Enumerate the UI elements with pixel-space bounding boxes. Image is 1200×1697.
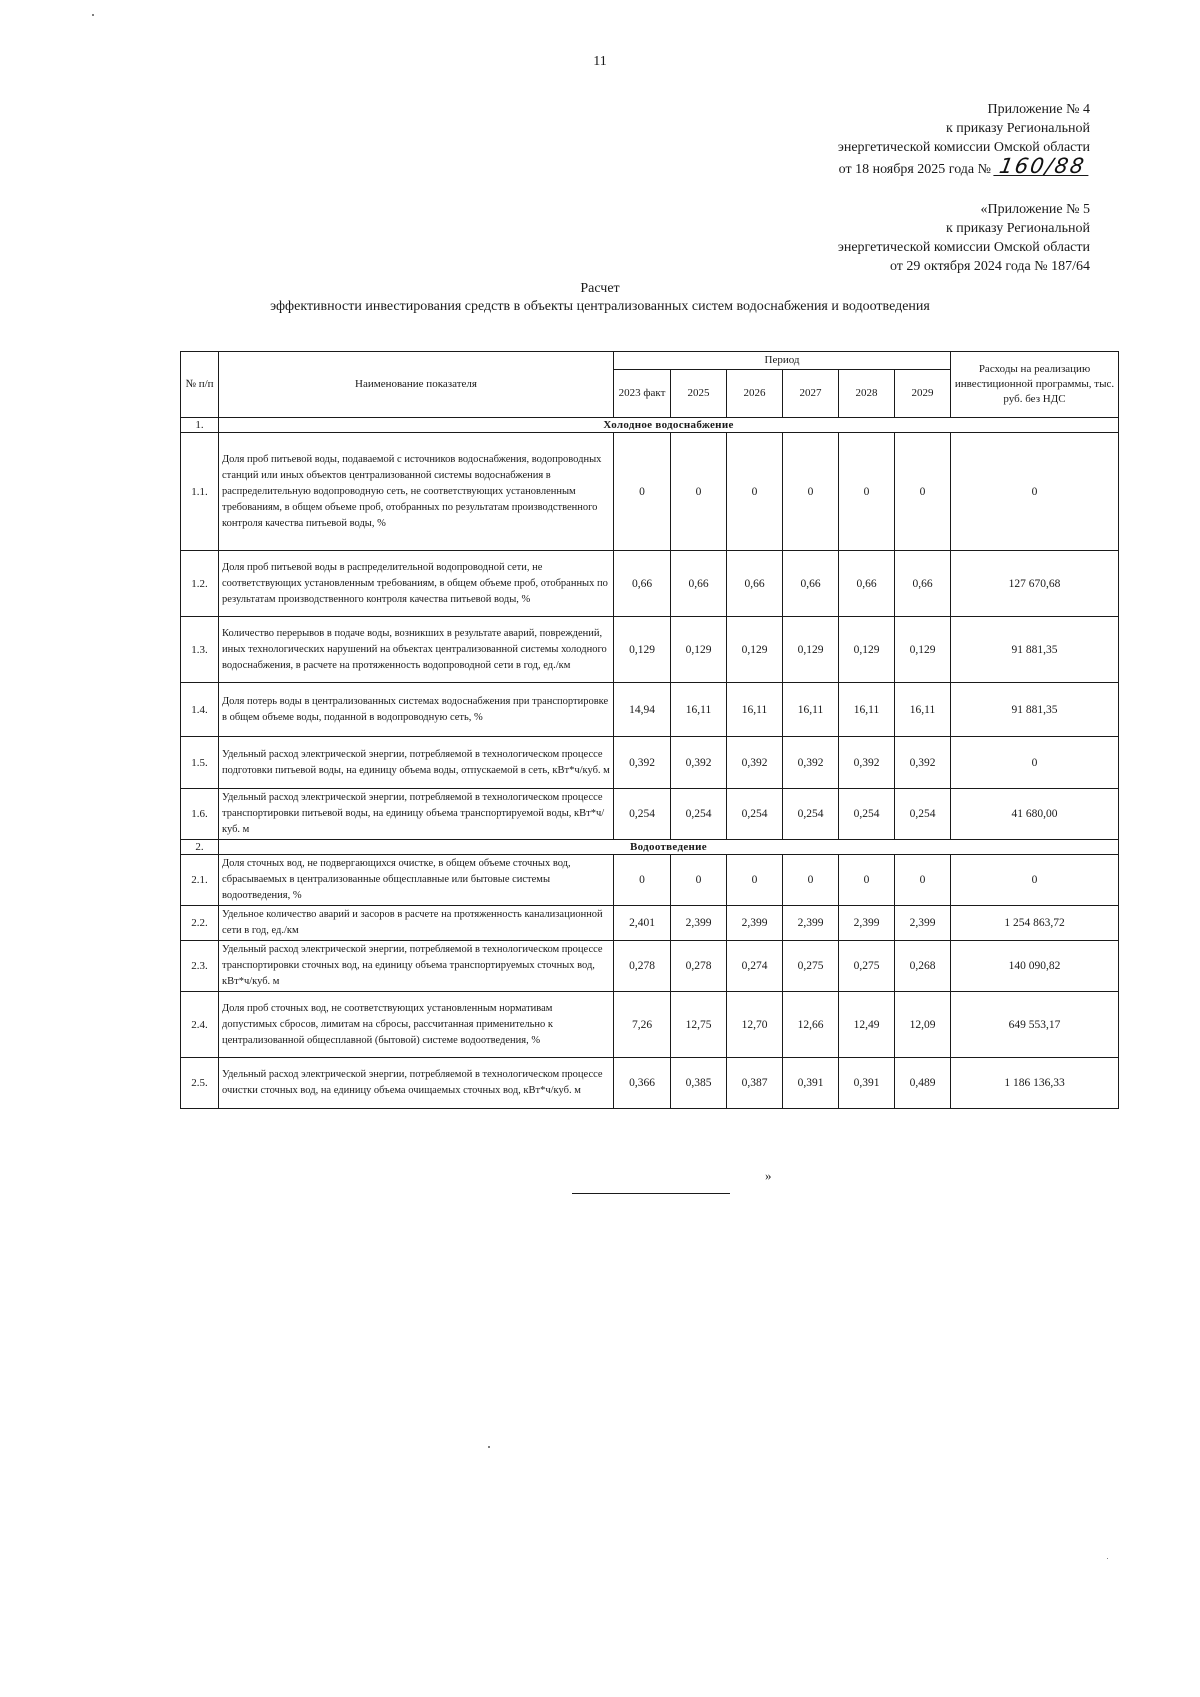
year-value: 0,129 bbox=[839, 617, 895, 683]
year-value: 0,254 bbox=[727, 789, 783, 840]
appendix-line: Приложение № 4 bbox=[987, 102, 1090, 117]
section-row bbox=[181, 840, 1119, 855]
year-value: 0 bbox=[783, 855, 839, 906]
appendix-date: от 18 ноября 2025 года № bbox=[838, 162, 991, 177]
year-value: 0,392 bbox=[614, 737, 671, 789]
year-value: 0,66 bbox=[895, 551, 951, 617]
table-row bbox=[181, 789, 1119, 840]
document-title bbox=[0, 280, 1200, 316]
row-number: 1.6. bbox=[181, 789, 219, 840]
header-period: Период bbox=[614, 352, 951, 370]
header-name: Наименование показателя bbox=[219, 352, 614, 418]
expenses-value: 0 bbox=[951, 855, 1119, 906]
year-value: 0,278 bbox=[671, 941, 727, 992]
year-value: 0,278 bbox=[614, 941, 671, 992]
year-value: 0 bbox=[783, 433, 839, 551]
scan-speck bbox=[488, 1446, 490, 1448]
year-value: 0,66 bbox=[671, 551, 727, 617]
year-value: 0,254 bbox=[839, 789, 895, 840]
year-value: 0,392 bbox=[839, 737, 895, 789]
year-value: 0,66 bbox=[727, 551, 783, 617]
year-value: 0 bbox=[671, 433, 727, 551]
expenses-value: 91 881,35 bbox=[951, 617, 1119, 683]
year-value: 0,391 bbox=[783, 1058, 839, 1109]
expenses-value: 91 881,35 bbox=[951, 683, 1119, 737]
header-year: 2023 факт bbox=[614, 370, 671, 418]
year-value: 0,254 bbox=[614, 789, 671, 840]
year-value: 0,129 bbox=[671, 617, 727, 683]
header-year: 2026 bbox=[727, 370, 783, 418]
year-value: 0,387 bbox=[727, 1058, 783, 1109]
indicators-table bbox=[180, 351, 1119, 1109]
year-value: 2,399 bbox=[839, 906, 895, 941]
year-value: 2,399 bbox=[895, 906, 951, 941]
year-value: 0 bbox=[895, 855, 951, 906]
table-row bbox=[181, 737, 1119, 789]
year-value: 16,11 bbox=[783, 683, 839, 737]
year-value: 0,489 bbox=[895, 1058, 951, 1109]
appendix-line: энергетической комиссии Омской области bbox=[837, 140, 1090, 155]
header-year: 2025 bbox=[671, 370, 727, 418]
year-value: 0 bbox=[614, 433, 671, 551]
year-value: 0,275 bbox=[839, 941, 895, 992]
year-value: 2,399 bbox=[727, 906, 783, 941]
year-value: 12,09 bbox=[895, 992, 951, 1058]
appendix-line: «Приложение № 5 bbox=[980, 202, 1090, 217]
year-value: 2,399 bbox=[671, 906, 727, 941]
appendix-current-header bbox=[838, 100, 1090, 179]
appendix-line: энергетической комиссии Омской области bbox=[837, 240, 1090, 255]
row-number: 2.4. bbox=[181, 992, 219, 1058]
table-body bbox=[181, 418, 1119, 1109]
row-number: 2.1. bbox=[181, 855, 219, 906]
year-value: 0 bbox=[727, 433, 783, 551]
year-value: 0,129 bbox=[783, 617, 839, 683]
indicator-name: Доля проб питьевой воды, подаваемой с источников водоснабжения, водопроводных станций или иных объектов централизованной системы водоснабжения в распределительную водопроводную сеть, не соответствующих установленным требованиям, в общем объеме проб, отобранных по результатам производственного контроля качества питьевой воды, % bbox=[219, 433, 614, 551]
end-divider-line bbox=[572, 1193, 730, 1194]
year-value: 0,129 bbox=[727, 617, 783, 683]
indicators-table-container bbox=[180, 351, 1118, 1109]
year-value: 0,385 bbox=[671, 1058, 727, 1109]
year-value: 0,391 bbox=[839, 1058, 895, 1109]
year-value: 0 bbox=[839, 433, 895, 551]
row-number: 1.4. bbox=[181, 683, 219, 737]
title-line: Расчет bbox=[580, 281, 620, 296]
row-number: 1.1. bbox=[181, 433, 219, 551]
year-value: 16,11 bbox=[895, 683, 951, 737]
year-value: 7,26 bbox=[614, 992, 671, 1058]
table-row bbox=[181, 941, 1119, 992]
year-value: 12,49 bbox=[839, 992, 895, 1058]
indicator-name: Удельный расход электрической энергии, потребляемой в технологическом процессе транспортировки питьевой воды, на единицу объема транспортируемой воды, кВт*ч/куб. м bbox=[219, 789, 614, 840]
year-value: 0,66 bbox=[783, 551, 839, 617]
section-title: Холодное водоснабжение bbox=[219, 418, 1119, 433]
year-value: 0,274 bbox=[727, 941, 783, 992]
year-value: 12,75 bbox=[671, 992, 727, 1058]
section-row bbox=[181, 418, 1119, 433]
indicator-name: Доля проб сточных вод, не соответствующих установленным нормативам допустимых сбросов, лимитам на сбросы, рассчитанная применительно к централизованной общесплавной (бытовой) системе водоотведения, % bbox=[219, 992, 614, 1058]
indicator-name: Доля потерь воды в централизованных системах водоснабжения при транспортировке в общем объеме воды, поданной в водопроводную сеть, % bbox=[219, 683, 614, 737]
indicator-name: Удельный расход электрической энергии, потребляемой в технологическом процессе очистки сточных вод, на единицу объема очищаемых сточных вод, кВт*ч/куб. м bbox=[219, 1058, 614, 1109]
row-number: 1.2. bbox=[181, 551, 219, 617]
expenses-value: 649 553,17 bbox=[951, 992, 1119, 1058]
expenses-value: 0 bbox=[951, 737, 1119, 789]
year-value: 16,11 bbox=[727, 683, 783, 737]
row-number: 2.5. bbox=[181, 1058, 219, 1109]
table-row bbox=[181, 1058, 1119, 1109]
appendix-previous-header bbox=[838, 200, 1090, 276]
scan-speck bbox=[92, 14, 94, 16]
year-value: 0 bbox=[895, 433, 951, 551]
year-value: 0,254 bbox=[895, 789, 951, 840]
expenses-value: 41 680,00 bbox=[951, 789, 1119, 840]
section-number: 2. bbox=[181, 840, 219, 855]
appendix-line: к приказу Региональной bbox=[945, 121, 1090, 136]
year-value: 0 bbox=[839, 855, 895, 906]
row-number: 2.2. bbox=[181, 906, 219, 941]
expenses-value: 127 670,68 bbox=[951, 551, 1119, 617]
expenses-value: 1 186 136,33 bbox=[951, 1058, 1119, 1109]
scan-speck bbox=[1107, 1558, 1108, 1559]
indicator-name: Доля сточных вод, не подвергающихся очистке, в общем объеме сточных вод, сбрасываемых в централизованные общесплавные или бытовые системы водоотведения, % bbox=[219, 855, 614, 906]
page-number: 11 bbox=[593, 54, 607, 69]
title-line: эффективности инвестирования средств в объекты централизованных систем водоснабжения и водоотведения bbox=[270, 299, 930, 314]
indicator-name: Удельный расход электрической энергии, потребляемой в технологическом процессе транспортировки сточных вод, на единицу объема транспортируемых сточных вод, кВт*ч/куб. м bbox=[219, 941, 614, 992]
indicator-name: Доля проб питьевой воды в распределительной водопроводной сети, не соответствующих установленным требованиям, в общем объеме проб, отобранных по результатам производственного контроля качества питьевой воды, % bbox=[219, 551, 614, 617]
appendix-line: к приказу Региональной bbox=[945, 221, 1090, 236]
table-row bbox=[181, 551, 1119, 617]
section-title: Водоотведение bbox=[219, 840, 1119, 855]
year-value: 0 bbox=[727, 855, 783, 906]
closing-quote: » bbox=[765, 1168, 772, 1183]
year-value: 0 bbox=[671, 855, 727, 906]
year-value: 12,70 bbox=[727, 992, 783, 1058]
header-num: № п/п bbox=[181, 352, 219, 418]
year-value: 12,66 bbox=[783, 992, 839, 1058]
year-value: 0,66 bbox=[839, 551, 895, 617]
year-value: 0,392 bbox=[783, 737, 839, 789]
handwritten-order-number: 160/88 bbox=[993, 157, 1091, 176]
expenses-value: 1 254 863,72 bbox=[951, 906, 1119, 941]
year-value: 0,66 bbox=[614, 551, 671, 617]
indicator-name: Удельное количество аварий и засоров в расчете на протяженность канализационной сети в год, ед./км bbox=[219, 906, 614, 941]
row-number: 2.3. bbox=[181, 941, 219, 992]
year-value: 0,129 bbox=[895, 617, 951, 683]
year-value: 0,129 bbox=[614, 617, 671, 683]
year-value: 0,254 bbox=[671, 789, 727, 840]
year-value: 2,399 bbox=[783, 906, 839, 941]
table-row bbox=[181, 906, 1119, 941]
table-row bbox=[181, 617, 1119, 683]
year-value: 0,275 bbox=[783, 941, 839, 992]
header-expenses: Расходы на реализацию инвестиционной программы, тыс. руб. без НДС bbox=[951, 352, 1119, 418]
indicator-name: Количество перерывов в подаче воды, возникших в результате аварий, повреждений, иных технологических нарушений на объектах централизованной системы холодного водоснабжения, в расчете на протяженность водопроводной сети в год, ед./км bbox=[219, 617, 614, 683]
table-row bbox=[181, 992, 1119, 1058]
year-value: 0,392 bbox=[671, 737, 727, 789]
year-value: 0,366 bbox=[614, 1058, 671, 1109]
row-number: 1.5. bbox=[181, 737, 219, 789]
header-year: 2029 bbox=[895, 370, 951, 418]
header-year: 2028 bbox=[839, 370, 895, 418]
appendix-line: от 29 октября 2024 года № 187/64 bbox=[889, 259, 1090, 274]
year-value: 14,94 bbox=[614, 683, 671, 737]
year-value: 2,401 bbox=[614, 906, 671, 941]
table-row bbox=[181, 433, 1119, 551]
year-value: 0,254 bbox=[783, 789, 839, 840]
appendix-date-line bbox=[838, 154, 1090, 179]
year-value: 0,392 bbox=[727, 737, 783, 789]
row-number: 1.3. bbox=[181, 617, 219, 683]
year-value: 16,11 bbox=[671, 683, 727, 737]
year-value: 0,392 bbox=[895, 737, 951, 789]
section-number: 1. bbox=[181, 418, 219, 433]
expenses-value: 140 090,82 bbox=[951, 941, 1119, 992]
table-row bbox=[181, 683, 1119, 737]
year-value: 0,268 bbox=[895, 941, 951, 992]
year-value: 16,11 bbox=[839, 683, 895, 737]
indicator-name: Удельный расход электрической энергии, потребляемой в технологическом процессе подготовки питьевой воды, на единицу объема воды, отпускаемой в сеть, кВт*ч/куб. м bbox=[219, 737, 614, 789]
header-year: 2027 bbox=[783, 370, 839, 418]
expenses-value: 0 bbox=[951, 433, 1119, 551]
year-value: 0 bbox=[614, 855, 671, 906]
table-row bbox=[181, 855, 1119, 906]
